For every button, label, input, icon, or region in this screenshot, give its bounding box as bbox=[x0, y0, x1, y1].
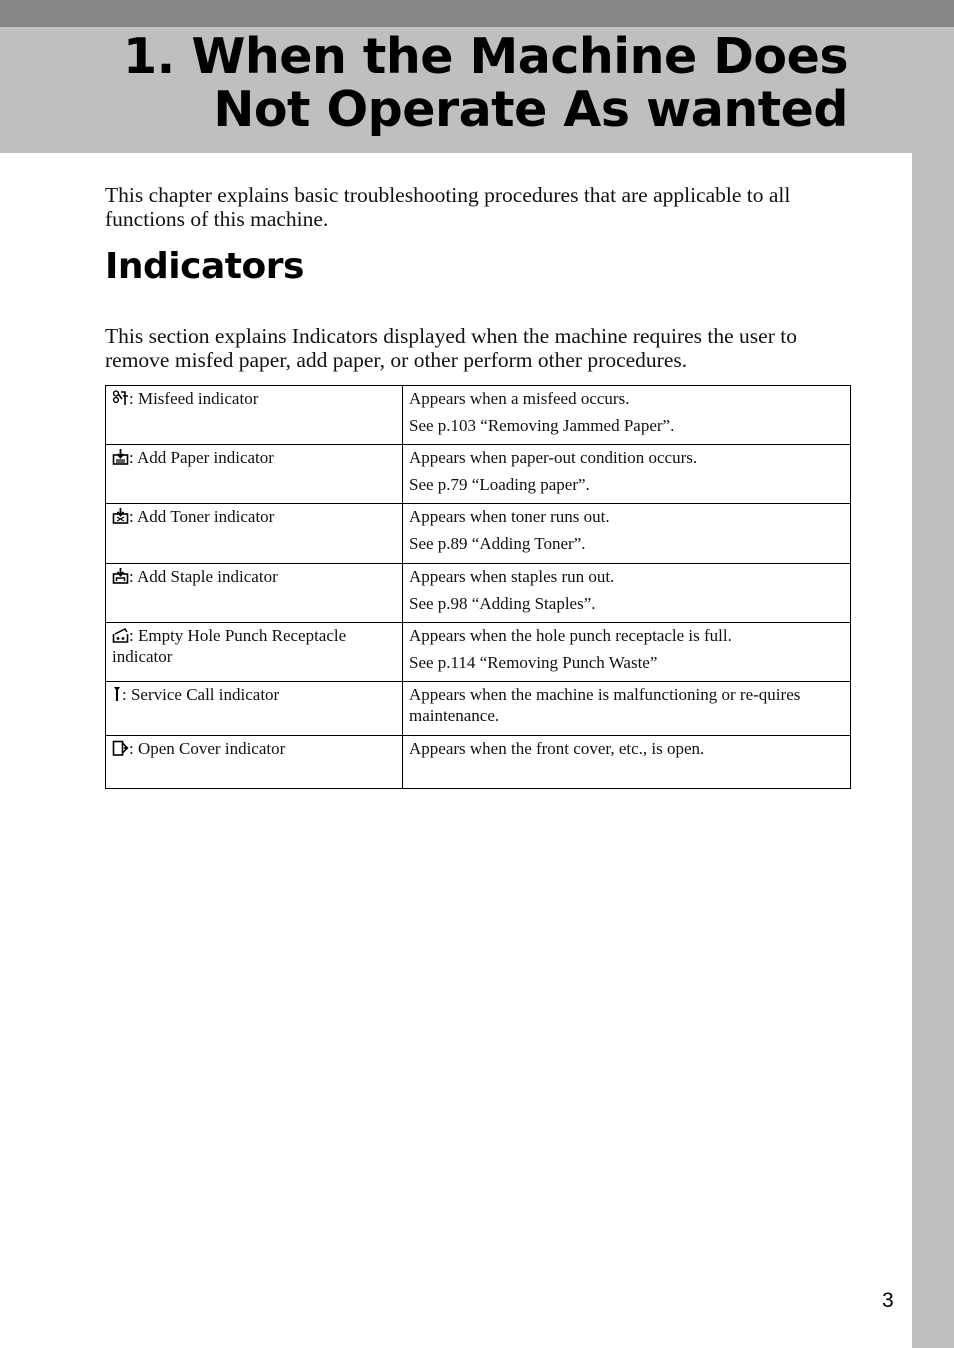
indicator-name-cell bbox=[106, 386, 403, 445]
indicator-description-cell bbox=[403, 564, 851, 623]
table-row bbox=[106, 736, 851, 789]
indicator-description-cell bbox=[403, 445, 851, 504]
page-number: 3 bbox=[882, 1289, 894, 1312]
indicator-label: : Misfeed indicator bbox=[129, 389, 259, 408]
table-row bbox=[106, 623, 851, 682]
indicators-table bbox=[105, 385, 851, 789]
indicator-label: : Service Call indicator bbox=[122, 685, 280, 704]
indicator-name-cell bbox=[106, 445, 403, 504]
hole-punch-receptacle-icon bbox=[112, 627, 129, 643]
indicator-name-cell bbox=[106, 623, 403, 682]
indicator-description-cell bbox=[403, 504, 851, 564]
indicator-name-cell bbox=[106, 504, 403, 564]
open-cover-icon bbox=[112, 740, 129, 756]
indicator-name-cell bbox=[106, 736, 403, 789]
indicator-label: : Add Toner indicator bbox=[129, 507, 275, 526]
indicator-description-cell bbox=[403, 736, 851, 789]
indicator-reference: See p.103 “Removing Jammed Paper”. bbox=[409, 416, 675, 435]
chapter-title-line-1: 1. When the Machine Does bbox=[123, 28, 848, 85]
indicator-label: : Add Paper indicator bbox=[129, 448, 274, 467]
add-paper-icon bbox=[112, 449, 129, 465]
indicator-reference: See p.89 “Adding Toner”. bbox=[409, 534, 586, 553]
indicator-description: Appears when staples run out. bbox=[409, 567, 615, 586]
indicator-reference: See p.98 “Adding Staples”. bbox=[409, 594, 596, 613]
indicator-reference: See p.114 “Removing Punch Waste” bbox=[409, 653, 658, 672]
indicator-label: : Open Cover indicator bbox=[129, 739, 286, 758]
right-margin-strip bbox=[912, 153, 954, 1348]
indicator-name-cell bbox=[106, 564, 403, 623]
misfeed-icon bbox=[112, 390, 129, 406]
table-row bbox=[106, 564, 851, 623]
service-call-icon bbox=[112, 686, 122, 702]
section-intro: This section explains Indicators displayed when the machine requires the user to remove misfed paper, add paper, or other perform other procedures. bbox=[105, 324, 797, 372]
indicator-label: : Empty Hole Punch Receptacle indicator bbox=[112, 626, 347, 666]
indicator-description: Appears when the hole punch receptacle is full. bbox=[409, 626, 732, 645]
indicator-name-cell bbox=[106, 682, 403, 736]
add-toner-icon bbox=[112, 508, 129, 524]
table-row bbox=[106, 682, 851, 736]
chapter-title bbox=[123, 30, 848, 136]
table-row bbox=[106, 445, 851, 504]
table-row bbox=[106, 386, 851, 445]
indicator-description: Appears when the machine is malfunctioning or re-quires maintenance. bbox=[409, 685, 801, 725]
indicator-description: Appears when a misfeed occurs. bbox=[409, 389, 630, 408]
indicator-description-cell bbox=[403, 682, 851, 736]
indicator-description: Appears when paper-out condition occurs. bbox=[409, 448, 698, 467]
top-gray-strip bbox=[0, 0, 954, 27]
chapter-title-line-2: Not Operate As wanted bbox=[213, 81, 848, 138]
chapter-intro: This chapter explains basic troubleshooting procedures that are applicable to all functions of this machine. bbox=[105, 183, 791, 231]
indicator-description-cell bbox=[403, 386, 851, 445]
indicator-description-cell bbox=[403, 623, 851, 682]
indicator-description: Appears when the front cover, etc., is open. bbox=[409, 739, 705, 758]
indicator-description: Appears when toner runs out. bbox=[409, 507, 610, 526]
indicator-label: : Add Staple indicator bbox=[129, 567, 278, 586]
table-row bbox=[106, 504, 851, 564]
section-heading: Indicators bbox=[105, 246, 304, 287]
indicator-reference: See p.79 “Loading paper”. bbox=[409, 475, 590, 494]
add-staple-icon bbox=[112, 568, 129, 584]
